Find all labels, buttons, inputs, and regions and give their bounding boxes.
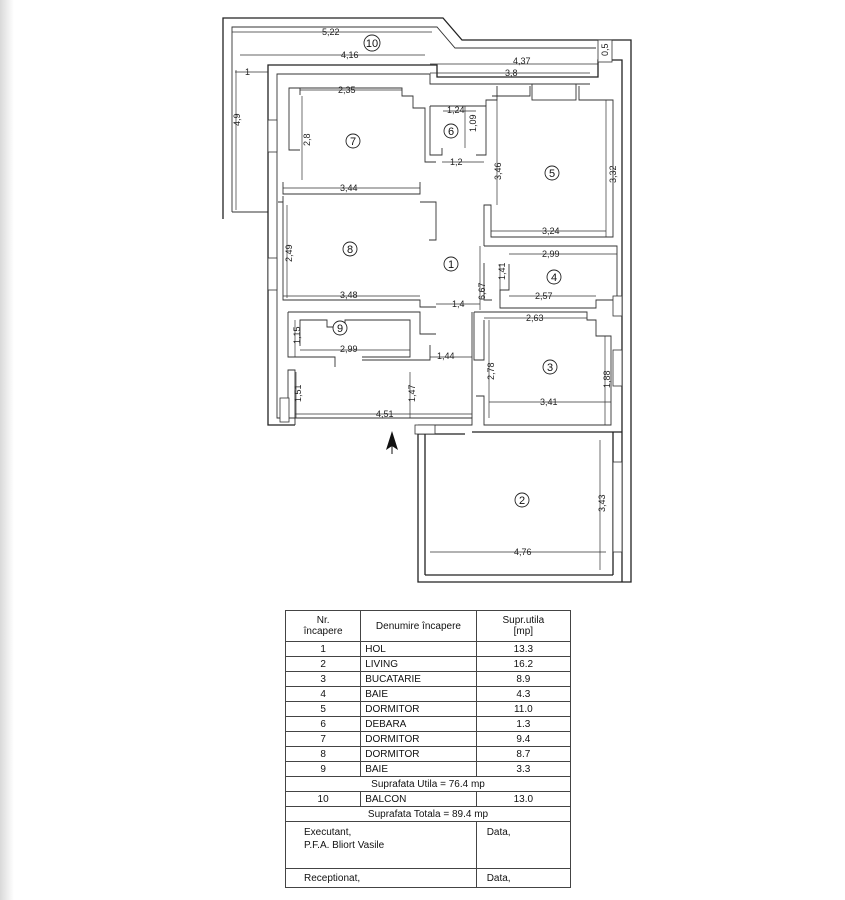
room-marker-10	[364, 35, 380, 51]
row-area: 1.3	[476, 717, 570, 732]
room-marker-1	[444, 257, 458, 271]
row-nr: 8	[286, 747, 361, 762]
row-area: 3.3	[476, 762, 570, 777]
table-row	[286, 747, 571, 762]
table-header	[286, 611, 571, 642]
table-row	[286, 642, 571, 657]
row-nr: 9	[286, 762, 361, 777]
svg-text:10: 10	[365, 38, 379, 50]
dim-label: 3,44	[340, 183, 358, 193]
dim-label: 4,9	[232, 113, 242, 126]
dim-label: 3,32	[608, 165, 618, 183]
row-name: BALCON	[361, 792, 476, 807]
dim-label: 2,99	[340, 344, 358, 354]
dim-label: 3,24	[542, 226, 560, 236]
receptionat-date: Data,	[476, 869, 570, 888]
executant-date: Data,	[476, 822, 570, 869]
table-row	[286, 702, 571, 717]
dim-label: 3,48	[340, 290, 358, 300]
svg-text:8: 8	[346, 244, 354, 256]
room-marker-6	[444, 124, 458, 138]
svg-text:9: 9	[336, 323, 344, 335]
dim-label: 3,43	[597, 494, 607, 512]
row-area: 8.7	[476, 747, 570, 762]
row-nr: 10	[286, 792, 361, 807]
dim-label: 1,44	[437, 351, 455, 361]
row-nr: 3	[286, 672, 361, 687]
header-name: Denumire încapere	[361, 611, 476, 642]
dim-label: 4,76	[514, 547, 532, 557]
dim-label: 3,41	[540, 397, 558, 407]
svg-text:2: 2	[518, 495, 526, 507]
useful-total: Suprafata Utila = 76.4 mp	[286, 777, 571, 792]
row-name: HOL	[361, 642, 476, 657]
executant-row	[286, 822, 571, 869]
dim-label: 4,51	[376, 409, 394, 419]
table-row	[286, 792, 571, 807]
dim-label: 1,09	[468, 114, 478, 132]
receptionat: Receptionat,	[286, 869, 477, 888]
executant: Executant, P.F.A. Bliort Vasile	[286, 822, 477, 869]
dim-label: 4,16	[341, 50, 359, 60]
room-marker-7	[346, 134, 360, 148]
row-area: 13.0	[476, 792, 570, 807]
room-marker-4	[547, 270, 561, 284]
dim-label: 6,67	[477, 282, 487, 300]
dim-label: 2,49	[284, 244, 294, 262]
row-name: BUCATARIE	[361, 672, 476, 687]
table-row	[286, 672, 571, 687]
table-row	[286, 687, 571, 702]
dim-label: 1	[245, 67, 251, 77]
dim-label: 1,2	[450, 157, 463, 167]
row-name: DORMITOR	[361, 702, 476, 717]
dim-label: 1,4	[452, 299, 465, 309]
grand-total: Suprafata Totala = 89.4 mp	[286, 807, 571, 822]
room-area-table	[285, 610, 571, 888]
receptionat-row	[286, 869, 571, 888]
dim-label: 2,99	[542, 249, 560, 259]
dim-label: 3,46	[493, 162, 503, 180]
svg-text:7: 7	[349, 136, 357, 148]
table-row	[286, 657, 571, 672]
svg-text:6: 6	[447, 126, 455, 138]
apartment-walls	[268, 60, 622, 582]
row-area: 4.3	[476, 687, 570, 702]
row-area: 13.3	[476, 642, 570, 657]
row-area: 11.0	[476, 702, 570, 717]
table-row	[286, 717, 571, 732]
row-area: 16.2	[476, 657, 570, 672]
dim-label: 1,47	[407, 384, 417, 402]
room-marker-2	[515, 493, 529, 507]
dim-label: 2,63	[526, 313, 544, 323]
row-nr: 2	[286, 657, 361, 672]
dim-label: 3,8	[505, 68, 518, 78]
dim-label: 2,8	[302, 133, 312, 146]
header-area: Supr.utila [mp]	[476, 611, 570, 642]
table-row	[286, 732, 571, 747]
dim-label: 4,37	[513, 56, 531, 66]
row-area: 8.9	[476, 672, 570, 687]
svg-text:1: 1	[447, 259, 455, 271]
row-name: BAIE	[361, 687, 476, 702]
dim-label: 2,78	[486, 362, 496, 380]
room-marker-9	[333, 321, 347, 335]
row-nr: 1	[286, 642, 361, 657]
room-marker-8	[343, 242, 357, 256]
table-row	[286, 762, 571, 777]
row-nr: 6	[286, 717, 361, 732]
row-nr: 4	[286, 687, 361, 702]
svg-text:5: 5	[548, 168, 556, 180]
row-name: DORMITOR	[361, 732, 476, 747]
grand-total-row	[286, 807, 571, 822]
svg-text:4: 4	[550, 272, 558, 284]
row-name: DORMITOR	[361, 747, 476, 762]
row-name: DEBARA	[361, 717, 476, 732]
row-nr: 7	[286, 732, 361, 747]
room-marker-5	[545, 166, 559, 180]
useful-total-row	[286, 777, 571, 792]
header-nr: Nr. încapere	[286, 611, 361, 642]
svg-text:3: 3	[546, 362, 554, 374]
room-marker-3	[543, 360, 557, 374]
dim-label: 0,5	[600, 43, 610, 56]
dim-label: 2,57	[535, 291, 553, 301]
row-area: 9.4	[476, 732, 570, 747]
dim-label: 1,15	[292, 326, 302, 344]
dim-label: 1,88	[602, 370, 612, 388]
row-nr: 5	[286, 702, 361, 717]
dim-label: 1,51	[293, 384, 303, 402]
row-name: BAIE	[361, 762, 476, 777]
entrance-arrow-icon	[386, 431, 398, 454]
dim-label: 1,41	[497, 262, 507, 280]
dim-label: 1,24	[447, 105, 465, 115]
dim-label: 2,35	[338, 85, 356, 95]
row-name: LIVING	[361, 657, 476, 672]
room-5-walls	[484, 84, 613, 246]
dim-label: 5,22	[322, 27, 340, 37]
room-9-walls	[288, 312, 436, 367]
